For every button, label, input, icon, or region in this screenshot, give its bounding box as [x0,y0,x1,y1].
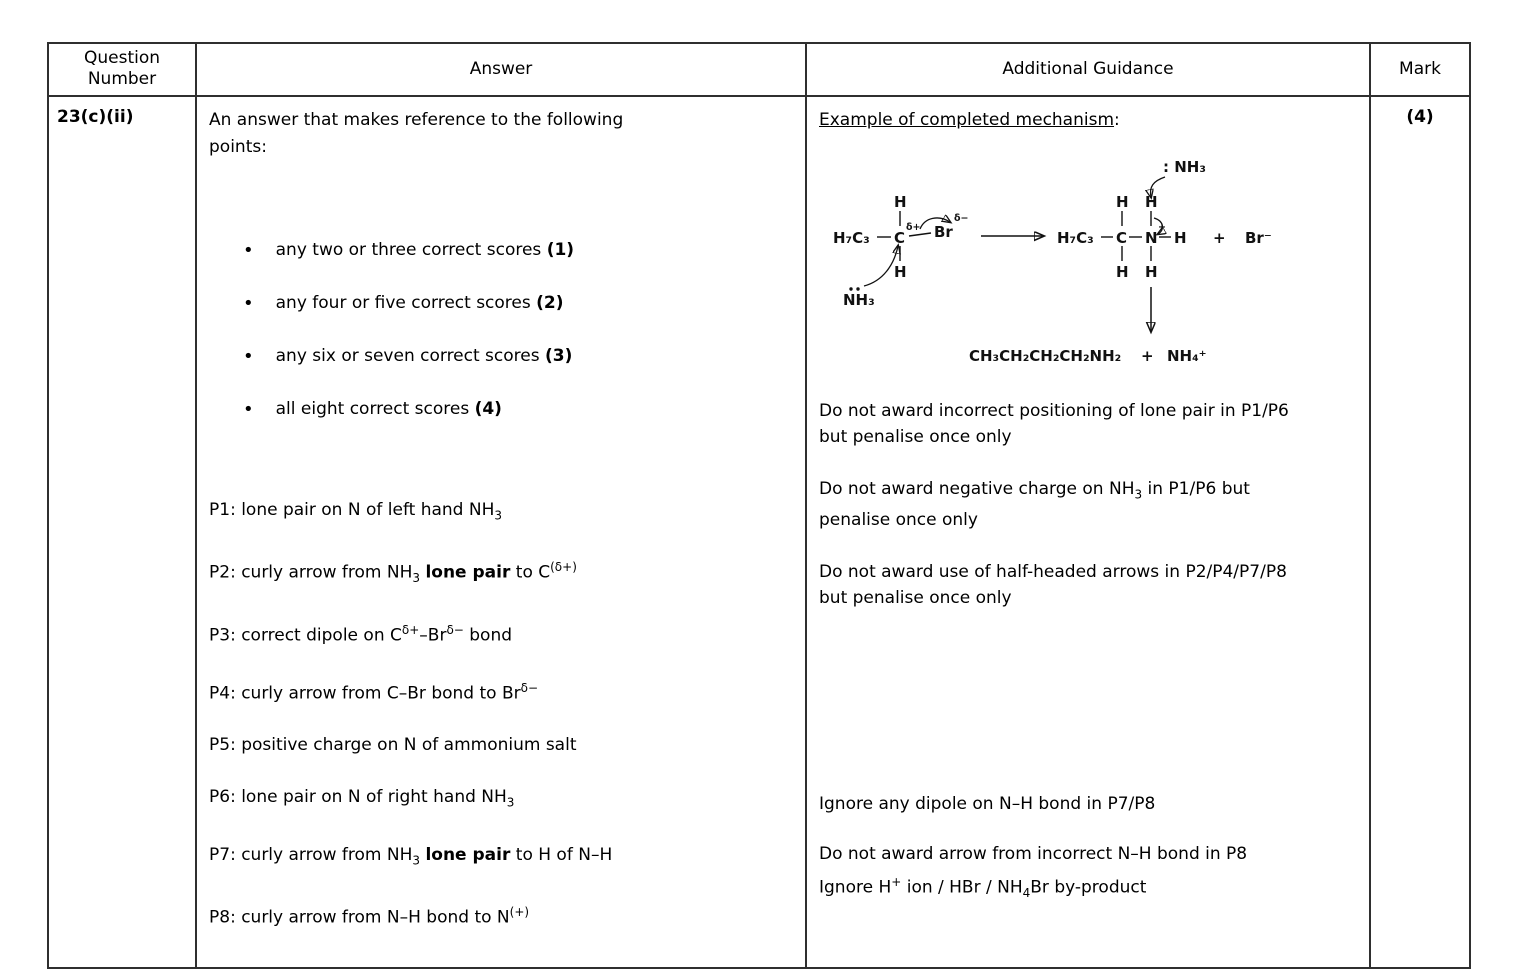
header-row [48,43,1470,96]
marking-point-p3: P3: correct dipole on $C^{\delta+}-Br^{\delta-}$ bond [209,622,513,646]
header-mark: Mark [1370,43,1470,96]
marking-point-p4: P4: curly arrow from C–Br bond to $Br^{\delta-}$ [209,680,539,704]
final-ammonium: NH₄⁺ [1167,346,1207,365]
mark-cell [1370,96,1470,968]
guidance-note-4: Ignore any dipole on N–H bond in P7/P8 [819,793,1156,814]
marking-point-p1: P1: lone pair on N of left hand $NH_3$ [209,499,503,522]
nitrogen-positive-charge: + [1158,221,1166,233]
reactant-h-bottom: H [894,262,907,281]
bullet-item [243,290,791,317]
reactant-nh3: NH₃ [843,290,875,309]
bullet-text: • any four or five correct scores (2) [275,292,564,313]
mark-value: (4) [1406,106,1434,127]
question-number: 23(c)(ii) [57,106,134,127]
example-mechanism-title: Example of completed mechanism: [819,109,1120,130]
bond-c-br [909,233,931,236]
product-h-right: H [1174,228,1187,247]
marking-point-p2: P2: curly arrow from $NH_3$ lone pair to $C^{(\delta+)}$ [209,559,577,585]
answer-bullet-list [209,237,791,423]
guidance-note-2: Do not award negative charge on $NH_3$ in P1/P6 but penalise once only [819,478,1250,530]
reactant-propyl: H₇C₃ [833,228,870,247]
additional-guidance-cell [806,96,1370,968]
guidance-note-1: Do not award incorrect positioning of lone pair in P1/P6 but penalise once only [819,400,1289,447]
marking-point-p6: P6: lone pair on N of right hand $NH_3$ [209,787,515,810]
answer-intro: An answer that makes reference to the following points: [209,109,624,157]
header-question-number: Question Number [48,43,196,96]
curly-arrow-lonepair-to-c [864,246,898,286]
guidance-note-5: Do not award arrow from incorrect N–H bond in P8 [819,843,1248,864]
guidance-note-6: Ignore H+ ion / HBr / $NH_4Br$ by-product [819,874,1147,900]
reactant-bromine: Br [934,222,953,241]
reactant-h-top: H [894,192,907,211]
product-h-bottom-n: H [1145,262,1158,281]
product-propyl: H₇C₃ [1057,228,1094,247]
marking-point-p8: P8: curly arrow from N–H bond to N(+) [209,905,530,928]
plus-sign: + [1213,228,1226,247]
final-plus: + [1141,346,1154,365]
question-row [48,96,1470,968]
mark-scheme-page [0,42,1516,974]
product-nitrogen: N [1145,228,1158,247]
marking-points [209,497,791,932]
reactant-carbon: C [894,228,906,247]
delta-minus-label: δ− [954,212,969,224]
final-amine: CH₃CH₂CH₂CH₂NH₂ [969,346,1122,365]
product-h-top-n: H [1145,192,1158,211]
bullet-item [243,237,791,264]
mechanism-diagram [821,147,1357,382]
bromide-ion: Br⁻ [1245,228,1272,247]
bullet-text: • any six or seven correct scores (3) [275,345,573,366]
guidance-note-3: Do not award use of half-headed arrows in P2/P4/P7/P8 but penalise once only [819,561,1287,608]
product-h-top-c: H [1116,192,1129,211]
bullet-item [243,343,791,370]
nh3-top-label: : NH₃ [1163,157,1206,176]
bullet-item [243,396,791,423]
product-carbon: C [1116,228,1128,247]
bullet-text: • all eight correct scores (4) [275,398,502,419]
header-answer: Answer [196,43,806,96]
product-h-bottom-c: H [1116,262,1129,281]
delta-plus-label: δ+ [906,221,921,233]
header-additional-guidance: Additional Guidance [806,43,1370,96]
bullet-text: • any two or three correct scores (1) [275,239,575,260]
answer-cell [196,96,806,968]
marking-point-p5: P5: positive charge on N of ammonium salt [209,735,577,756]
marking-point-p7: P7: curly arrow from $NH_3$ lone pair to H of N–H [209,844,613,868]
question-number-cell [48,96,196,968]
mark-scheme-table [47,42,1471,969]
mechanism-svg [821,147,1361,382]
